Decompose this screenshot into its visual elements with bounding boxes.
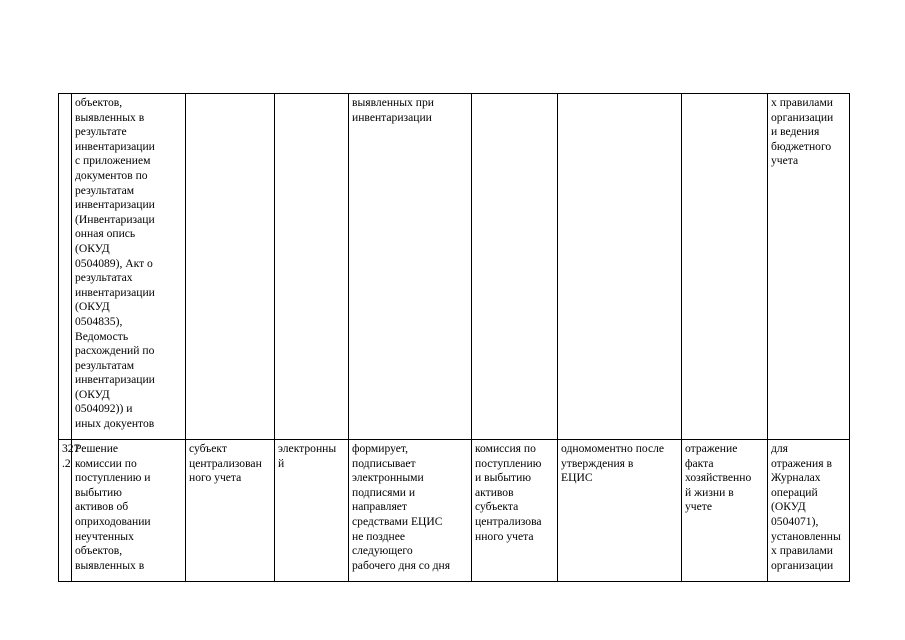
- deadline-cell: одномоментно после утверждения в ЕЦИС: [558, 440, 682, 582]
- note-cell: для отражения в Журналах операций (ОКУД 0504071), установленны х правилами организации: [768, 440, 850, 582]
- row-number-cell: 327 .2: [59, 440, 72, 582]
- purpose-cell: [682, 94, 768, 440]
- form-cell: электронны й: [275, 440, 349, 582]
- document-name-cell: объектов, выявленных в результате инвентаризации с приложением документов по результатам инвентаризации (Инвентаризаци онная опись (ОКУД 0504089), Акт о результатах инвентаризации (ОКУД 0504835), Ведомость расхождений по результатам инвентаризации (ОКУД 0504092)) и иных докуентов: [72, 94, 186, 440]
- document-name-cell: Решение комиссии по поступлению и выбытию активов об оприходовании неучтенных объектов, выявленных в: [72, 440, 186, 582]
- document-table: [58, 93, 850, 582]
- row-number-cell: [59, 94, 72, 440]
- table-row: [59, 440, 850, 582]
- action-cell: формирует, подписывает электронными подписями и направляет средствами ЕЦИС не позднее следующего рабочего дня со дня: [349, 440, 472, 582]
- note-cell: х правилами организации и ведения бюджетного учета: [768, 94, 850, 440]
- creator-cell: субъект централизован ного учета: [186, 440, 275, 582]
- form-cell: [275, 94, 349, 440]
- creator-cell: [186, 94, 275, 440]
- recipient-cell: [472, 94, 558, 440]
- purpose-cell: отражение факта хозяйственно й жизни в учете: [682, 440, 768, 582]
- recipient-cell: комиссия по поступлению и выбытию активов субъекта централизова нного учета: [472, 440, 558, 582]
- deadline-cell: [558, 94, 682, 440]
- table-row: [59, 94, 850, 440]
- action-cell: выявленных при инвентаризации: [349, 94, 472, 440]
